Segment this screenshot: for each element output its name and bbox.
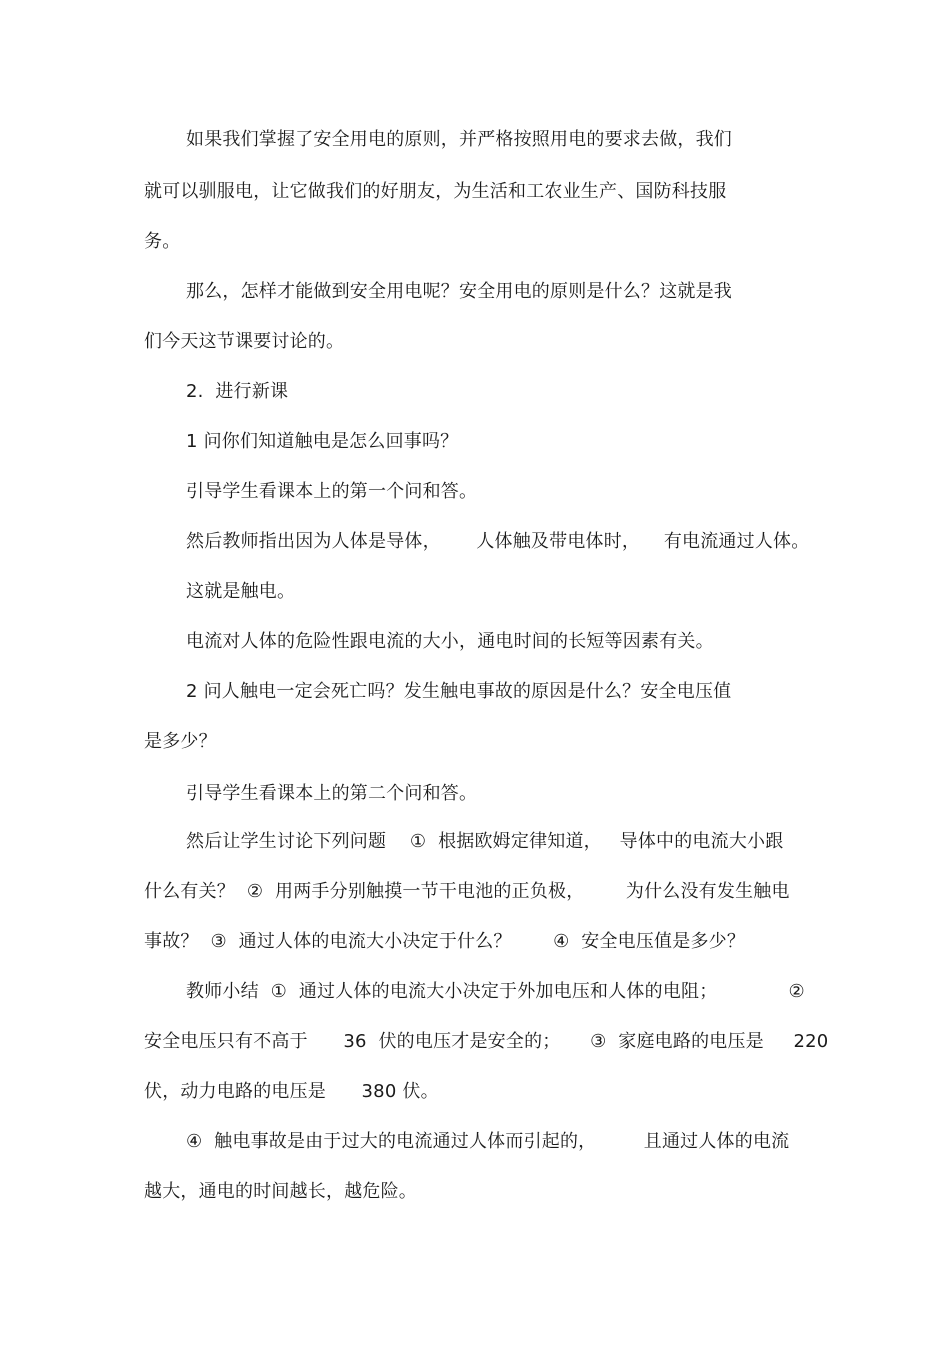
paragraph-line: 什么有关？ ② 用两手分别触摸一节干电池的正负极， 为什么没有发生触电 — [144, 881, 790, 902]
summary-line: 伏，动力电路的电压是 380 伏。 — [144, 1081, 439, 1102]
question-line: 是多少？ — [144, 731, 217, 752]
section-heading: 2. 进行新课 — [186, 381, 289, 402]
paragraph-line: 引导学生看课本上的第一个问和答。 — [186, 481, 478, 502]
summary-line: ④ 触电事故是由于过大的电流通过人体而引起的， 且通过人体的电流 — [186, 1131, 790, 1152]
summary-line: 教师小结 ① 通过人体的电流大小决定于外加电压和人体的电阻； ② — [186, 981, 805, 1002]
paragraph-line: 这就是触电。 — [186, 581, 296, 602]
paragraph-line: 务。 — [144, 231, 181, 252]
summary-line: 安全电压只有不高于 36 伏的电压才是安全的； ③ 家庭电路的电压是 220 — [144, 1031, 829, 1052]
question-line: 1 问你们知道触电是怎么回事吗？ — [186, 431, 459, 452]
paragraph-line: 就可以驯服电，让它做我们的好朋友，为生活和工农业生产、国防科技服 — [144, 181, 727, 202]
paragraph-line: 电流对人体的危险性跟电流的大小，通电时间的长短等因素有关。 — [186, 631, 714, 652]
paragraph-line: 们今天这节课要讨论的。 — [144, 331, 345, 352]
paragraph-line: 如果我们掌握了安全用电的原则，并严格按照用电的要求去做，我们 — [186, 129, 732, 150]
question-line: 2 问人触电一定会死亡吗？发生触电事故的原因是什么？安全电压值 — [186, 681, 732, 702]
paragraph-line: 然后让学生讨论下列问题 ① 根据欧姆定律知道， 导体中的电流大小跟 — [186, 831, 784, 852]
paragraph-line: 然后教师指出因为人体是导体， 人体触及带电体时， 有电流通过人体。 — [186, 531, 810, 552]
paragraph-line: 引导学生看课本上的第二个问和答。 — [186, 783, 478, 804]
summary-line: 越大，通电的时间越长，越危险。 — [144, 1181, 417, 1202]
paragraph-line: 那么，怎样才能做到安全用电呢？安全用电的原则是什么？这就是我 — [186, 281, 732, 302]
paragraph-line: 事故？ ③ 通过人体的电流大小决定于什么？ ④ 安全电压值是多少？ — [144, 931, 746, 952]
